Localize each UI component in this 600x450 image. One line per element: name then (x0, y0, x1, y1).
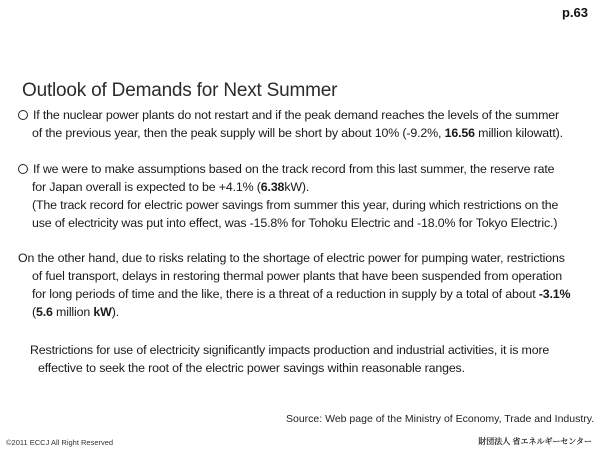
bullet-reserve-rate: If we were to make assumptions based on the track record from this last summer, the reserve rate for Japan overall is expected to be +4.1% (6.38kW). (The track record for electric power savings from summer this year, during which restrictions on the use of electricity was put into effect, was -15.8% for Tohoku Electric and -18.0% for Tokyo Electric.) (18, 160, 558, 232)
bullet-nuclear-shortfall: If the nuclear power plants do not restart and if the peak demand reaches the levels of the summer of the previous year, then the peak supply will be short by about 10% (-9.2%, 16.56 million kilowatt). (18, 106, 563, 142)
page-number: p.63 (561, 5, 588, 20)
slide-title: Outlook of Demands for Next Summer (22, 80, 338, 101)
source-citation: Source: Web page of the Ministry of Economy, Trade and Industry. (286, 413, 595, 425)
copyright-notice: ©2011 ECCJ All Right Reserved (6, 438, 114, 447)
hollow-circle-bullet-icon (18, 164, 28, 174)
hollow-circle-bullet-icon (18, 110, 28, 120)
paragraph-restrictions: Restrictions for use of electricity significantly impacts production and industrial activities, it is more effective to seek the root of the electric power savings within reasonable ranges. (30, 343, 550, 375)
organization-logo-text: 財団法人 省エネルギーセンター (478, 437, 592, 446)
paragraph-supply-risks: On the other hand, due to risks relating to the shortage of electric power for pumping water, restrictions of fuel transport, delays in restoring thermal power plants that have been suspended from operation for long periods of time and the like, there is a threat of a reduction in supply by a total of about -3.1% (5.6 million kW). (18, 251, 571, 319)
